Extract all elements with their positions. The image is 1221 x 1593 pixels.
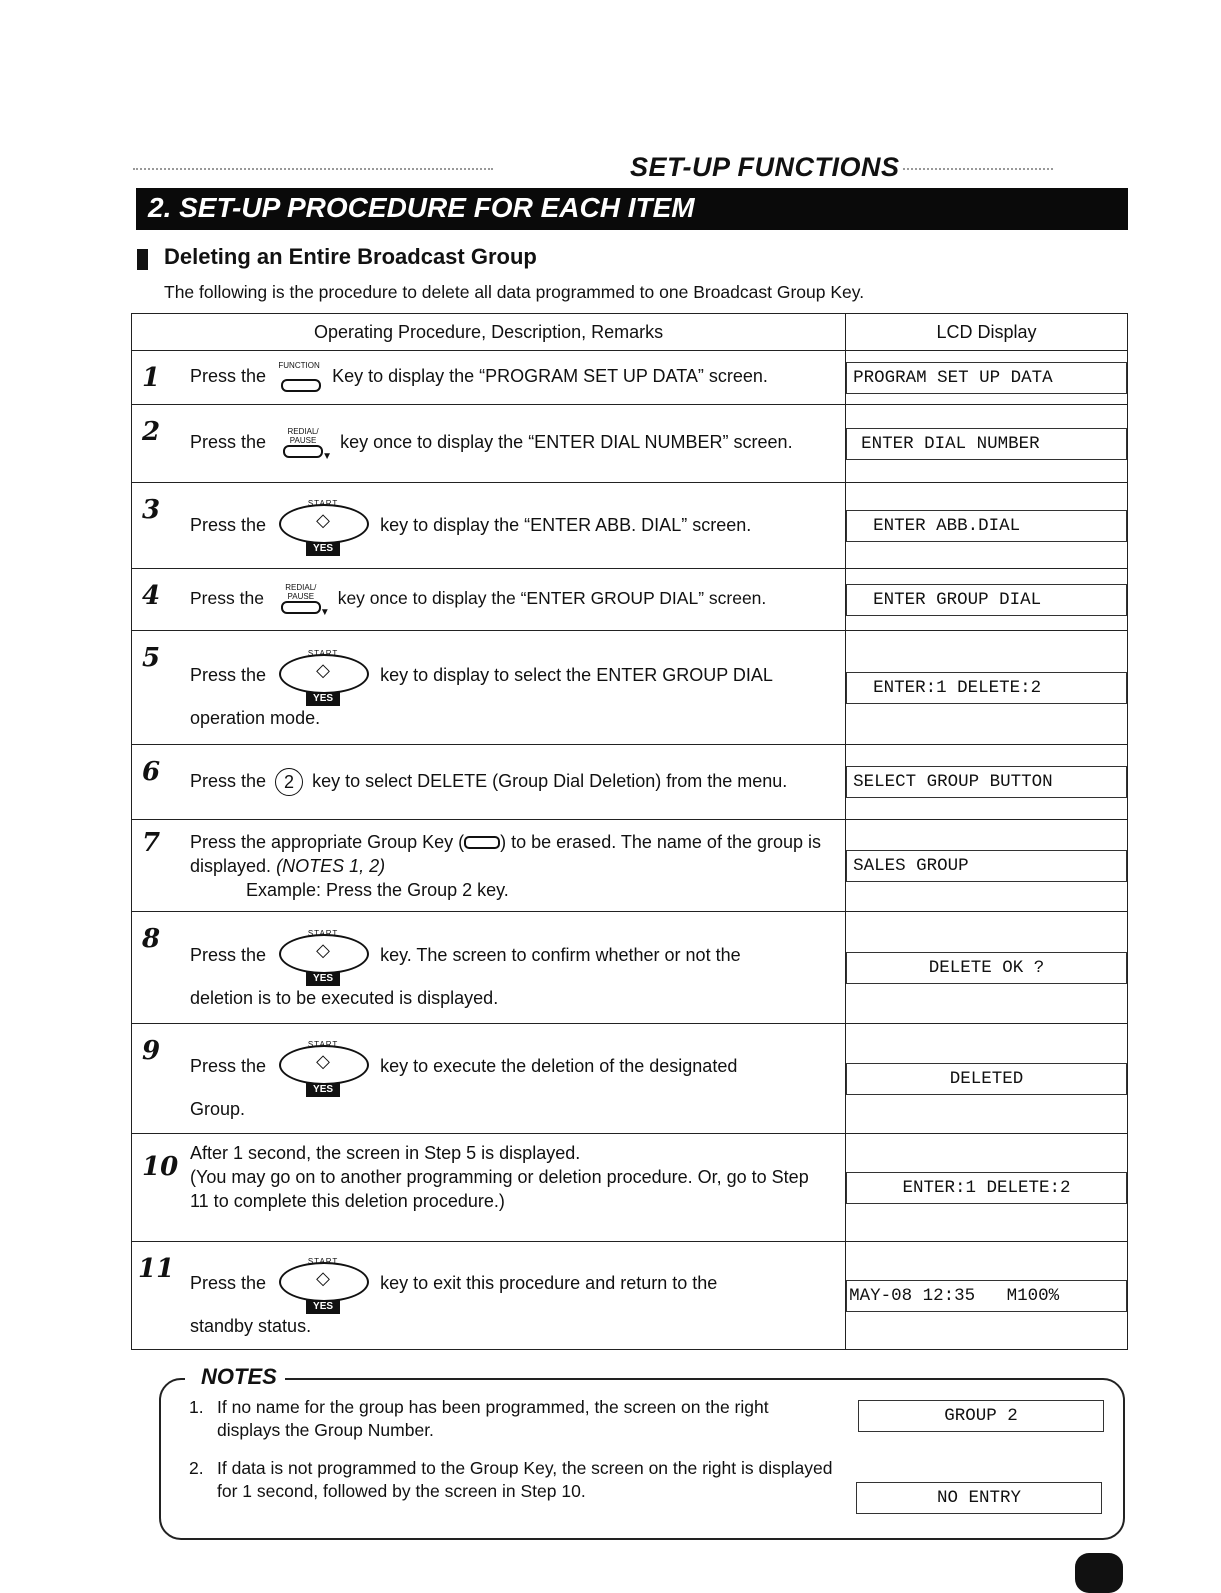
step-text (132, 1244, 845, 1348)
lcd-display: ENTER DIAL NUMBER (846, 428, 1127, 460)
yes-label: YES (306, 692, 340, 706)
lcd-cell (846, 912, 1128, 1024)
step-cell (132, 1242, 846, 1350)
step-text-pre: Press the (190, 770, 267, 791)
step-text (132, 916, 845, 1020)
step-number: 4 (142, 581, 161, 611)
step-number: 10 (142, 1152, 179, 1182)
table-header-row (132, 314, 1128, 351)
step-text-pre: Press the (190, 944, 267, 965)
lcd-display: DELETED (846, 1063, 1127, 1095)
pause-text: PAUSE (287, 591, 315, 601)
start-key-icon (277, 496, 369, 556)
step-text (132, 824, 845, 908)
section-title: 2. SET-UP PROCEDURE FOR EACH ITEM (148, 192, 695, 223)
redial-pause-label (275, 427, 331, 445)
table-row (132, 1242, 1128, 1350)
step-cell (132, 351, 846, 405)
step-number: 6 (142, 757, 161, 787)
step-number: 11 (138, 1254, 175, 1284)
start-label: START (307, 1256, 339, 1266)
note-number: 1. (189, 1397, 204, 1417)
step-text-cont: deletion is to be executed is displayed. (190, 987, 499, 1008)
redial-pause-key-icon (273, 582, 330, 618)
lcd-display: ENTER:1 DELETE:2 (846, 672, 1127, 704)
note-item (189, 1457, 833, 1503)
step-cell (132, 820, 846, 912)
function-key-icon (275, 360, 323, 391)
yes-label: YES (306, 542, 340, 556)
lcd-cell (846, 483, 1128, 569)
step-cell (132, 631, 846, 745)
step-text (132, 1137, 845, 1239)
lcd-cell (846, 569, 1128, 631)
step-number: 7 (142, 828, 161, 858)
start-diamond-icon: ◇ (316, 509, 330, 530)
lcd-cell (846, 1134, 1128, 1242)
page-number-tab (1075, 1553, 1123, 1593)
step-text-post: key once to display the “ENTER GROUP DIAL” screen. (337, 588, 767, 609)
notes-box (159, 1364, 1125, 1540)
table-row (132, 1134, 1128, 1242)
step-cell (132, 745, 846, 820)
step-text-cont: operation mode. (190, 707, 321, 728)
lcd-cell (846, 745, 1128, 820)
step-text-pre: Press the (190, 432, 267, 453)
lcd-display: DELETE OK ? (846, 952, 1127, 984)
step-text-post: key to display to select the ENTER GROUP DIAL (380, 664, 773, 685)
key-oval (283, 445, 323, 458)
step-text-pre: Press the (190, 1272, 267, 1293)
step-number: 8 (142, 924, 161, 954)
table-row (132, 405, 1128, 483)
down-arrow-icon: ▼ (319, 606, 330, 618)
lcd-display: ENTER:1 DELETE:2 (846, 1172, 1127, 1204)
notes-reference: (NOTES 1, 2) (276, 855, 386, 876)
start-key-icon (277, 1037, 369, 1097)
step-number: 1 (142, 363, 161, 393)
step-text-post: key once to display the “ENTER DIAL NUMBER” screen. (340, 432, 793, 453)
step-text-cont: standby status. (190, 1315, 312, 1336)
header-dots-right (903, 168, 1053, 172)
step-text-post: key to exit this procedure and return to the (380, 1272, 718, 1293)
lcd-display: SELECT GROUP BUTTON (846, 766, 1127, 798)
table-row (132, 820, 1128, 912)
lcd-cell (846, 631, 1128, 745)
step-cell (132, 569, 846, 631)
start-label: START (307, 648, 339, 658)
yes-label: YES (306, 972, 340, 986)
step-text-pre: Press the (190, 1055, 267, 1076)
redial-text: REDIAL/ (287, 426, 319, 436)
function-key-label: FUNCTION (278, 360, 320, 370)
note-item (189, 1396, 833, 1442)
step-cell (132, 483, 846, 569)
note-text: If data is not programmed to the Group Key, the screen on the right is displayed for 1 second, followed by the screen in Step 10. (217, 1458, 833, 1501)
step-text (132, 420, 845, 466)
note-number: 2. (189, 1458, 204, 1478)
step-text-cont: Group. (190, 1098, 246, 1119)
step-text (132, 758, 845, 806)
key-oval (281, 601, 321, 614)
heading-marker (137, 249, 148, 270)
redial-pause-label (273, 583, 329, 601)
step-text-post: key to display the “ENTER ABB. DIAL” screen. (380, 514, 752, 535)
step-cell (132, 405, 846, 483)
digit-2-key-icon: 2 (275, 768, 303, 796)
lcd-cell (846, 820, 1128, 912)
running-title: SET-UP FUNCTIONS (630, 152, 900, 182)
step-text-line1: After 1 second, the screen in Step 5 is displayed. (190, 1142, 581, 1163)
lcd-display: ENTER GROUP DIAL (846, 584, 1127, 616)
down-arrow-icon: ▼ (322, 450, 332, 462)
yes-label: YES (306, 1083, 340, 1097)
start-label: START (307, 498, 339, 508)
lcd-display: ENTER ABB.DIAL (846, 510, 1127, 542)
lcd-display: SALES GROUP (846, 850, 1127, 882)
step-text (132, 354, 845, 400)
step-text (132, 636, 845, 740)
step-cell (132, 912, 846, 1024)
section-title-bar (136, 188, 1128, 230)
lcd-cell (846, 1242, 1128, 1350)
step-number: 3 (142, 495, 161, 525)
step-text (132, 486, 845, 566)
col-header-lcd: LCD Display (846, 314, 1128, 351)
lcd-display: NO ENTRY (856, 1482, 1102, 1514)
yes-label: YES (306, 1300, 340, 1314)
table-row (132, 351, 1128, 405)
start-diamond-icon: ◇ (316, 939, 330, 960)
key-oval (281, 379, 321, 392)
lcd-cell (846, 351, 1128, 405)
table-row (132, 631, 1128, 745)
step-text-pre: Press the (190, 588, 264, 609)
step-text-post: key. The screen to confirm whether or not the (380, 944, 741, 965)
step-text (132, 576, 845, 622)
start-diamond-icon: ◇ (316, 659, 330, 680)
start-key-icon (277, 1254, 369, 1314)
lcd-display: PROGRAM SET UP DATA (846, 362, 1127, 394)
intro-text: The following is the procedure to delete all data programmed to one Broadcast Group Key. (164, 282, 865, 302)
redial-text: REDIAL/ (285, 582, 317, 592)
step-cell (132, 1134, 846, 1242)
col-header-procedure: Operating Procedure, Description, Remarks (132, 314, 846, 351)
step-cell (132, 1024, 846, 1134)
step-text-line2: (You may go on to another programming or deletion procedure. Or, go to Step 11 to complete this deletion procedure.) (190, 1166, 809, 1211)
notes-title: NOTES (185, 1364, 285, 1390)
running-header (133, 152, 1123, 182)
subsection-title: Deleting an Entire Broadcast Group (164, 244, 537, 269)
step-text-post: Key to display the “PROGRAM SET UP DATA” screen. (332, 366, 768, 387)
lcd-display: MAY-08 12:35 M100% (846, 1280, 1127, 1312)
start-label: START (307, 928, 339, 938)
lcd-cell (846, 1024, 1128, 1134)
table-row (132, 1024, 1128, 1134)
step-text-pre: Press the (190, 514, 267, 535)
step-number: 5 (142, 643, 161, 673)
pause-text: PAUSE (289, 435, 317, 445)
lcd-cell (846, 405, 1128, 483)
start-diamond-icon: ◇ (316, 1050, 330, 1071)
table-row (132, 483, 1128, 569)
header-dots-left (133, 168, 493, 172)
step-text-pre: Press the (190, 664, 267, 685)
step-text (132, 1027, 845, 1131)
redial-pause-key-icon (275, 426, 332, 462)
step-example: Example: Press the Group 2 key. (246, 879, 509, 900)
table-row (132, 569, 1128, 631)
step-number: 2 (142, 417, 161, 447)
procedure-table (131, 313, 1128, 1350)
note-text: If no name for the group has been programmed, the screen on the right displays the Group Number. (217, 1397, 769, 1440)
group-key-icon (464, 836, 500, 849)
start-diamond-icon: ◇ (316, 1267, 330, 1288)
table-row (132, 912, 1128, 1024)
step-text-pre: Press the appropriate Group Key ( (190, 831, 465, 852)
start-label: START (307, 1039, 339, 1049)
step-text-post: key to select DELETE (Group Dial Deletion) from the menu. (312, 770, 788, 791)
step-number: 9 (142, 1036, 161, 1066)
step-text-post: key to execute the deletion of the designated (380, 1055, 738, 1076)
table-row (132, 745, 1128, 820)
lcd-display: GROUP 2 (858, 1400, 1104, 1432)
start-key-icon (277, 646, 369, 706)
start-key-icon (277, 926, 369, 986)
step-text-post: ) to be erased. The name of the group is displayed. (190, 831, 822, 876)
step-text-pre: Press the (190, 366, 267, 387)
